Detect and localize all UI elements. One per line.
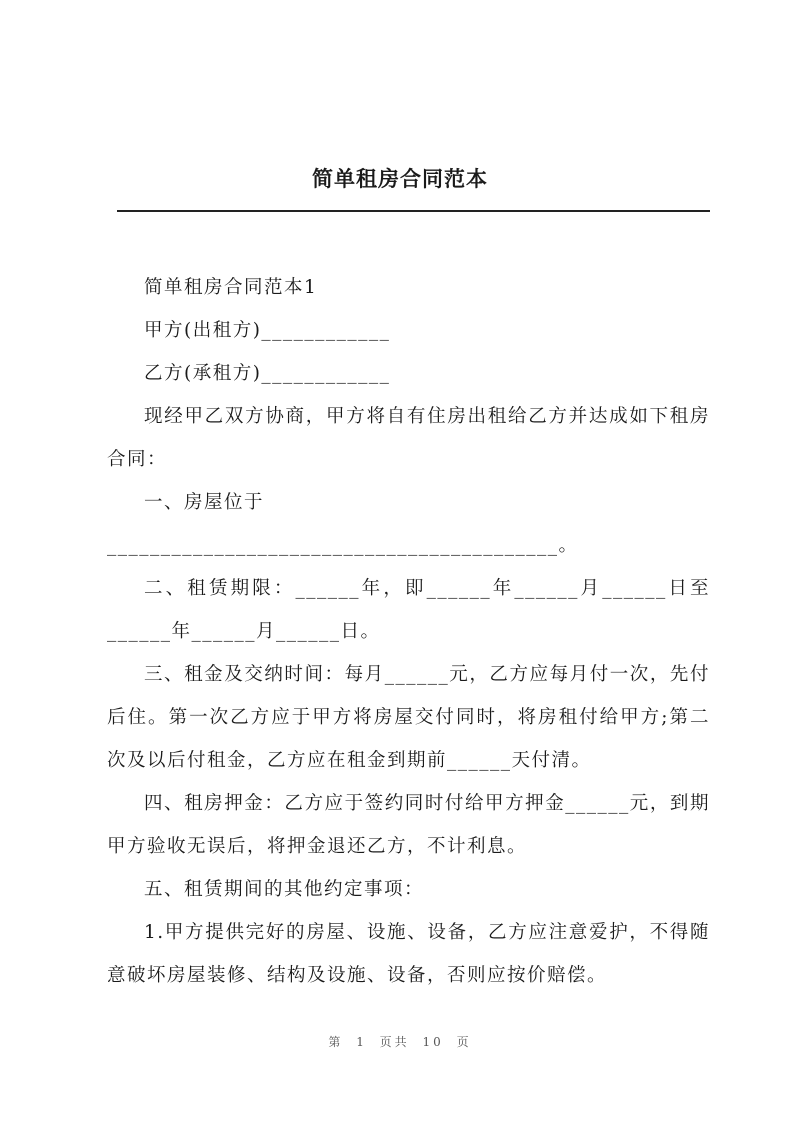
paragraph-preamble: 现经甲乙双方协商，甲方将自有住房出租给乙方并达成如下租房合同： xyxy=(107,406,710,470)
footer-label-of: 页共 xyxy=(379,1035,410,1049)
paragraph-clause-4: 四、租房押金：乙方应于签约同时付给甲方押金______元，到期甲方验收无误后，将押金退还乙方，不计利息。 xyxy=(107,793,710,857)
paragraph-party-b: 乙方(承租方)____________ xyxy=(144,363,391,384)
paragraph-address-blank: __________________________________________。 xyxy=(107,535,579,556)
paragraph-party-a: 甲方(出租方)____________ xyxy=(144,320,391,341)
paragraph-clause-2: 二、租赁期限：______年，即______年______月______日至______年______月______日。 xyxy=(107,578,710,642)
document-body xyxy=(107,266,710,997)
paragraph-clause-1: 一、房屋位于 xyxy=(144,492,265,513)
paragraph-heading: 简单租房合同范本1 xyxy=(144,277,318,298)
footer-current-page: 1 xyxy=(356,1035,367,1049)
footer-label-pages: 页 xyxy=(456,1035,472,1049)
footer-total-pages: 10 xyxy=(422,1035,444,1049)
title-divider xyxy=(117,210,710,212)
footer-label-page: 第 xyxy=(328,1035,344,1049)
paragraph-clause-5-1: 1.甲方提供完好的房屋、设施、设备，乙方应注意爱护，不得随意破坏房屋装修、结构及设施、设备，否则应按价赔偿。 xyxy=(107,922,710,986)
paragraph-clause-5: 五、租赁期间的其他约定事项： xyxy=(144,879,425,900)
paragraph-clause-3: 三、租金及交纳时间：每月______元，乙方应每月付一次，先付后住。第一次乙方应于甲方将房屋交付同时，将房租付给甲方;第二次及以后付租金，乙方应在租金到期前______天付清。 xyxy=(107,664,710,771)
document-title: 简单租房合同范本 xyxy=(312,167,488,191)
page-footer xyxy=(0,1033,800,1050)
